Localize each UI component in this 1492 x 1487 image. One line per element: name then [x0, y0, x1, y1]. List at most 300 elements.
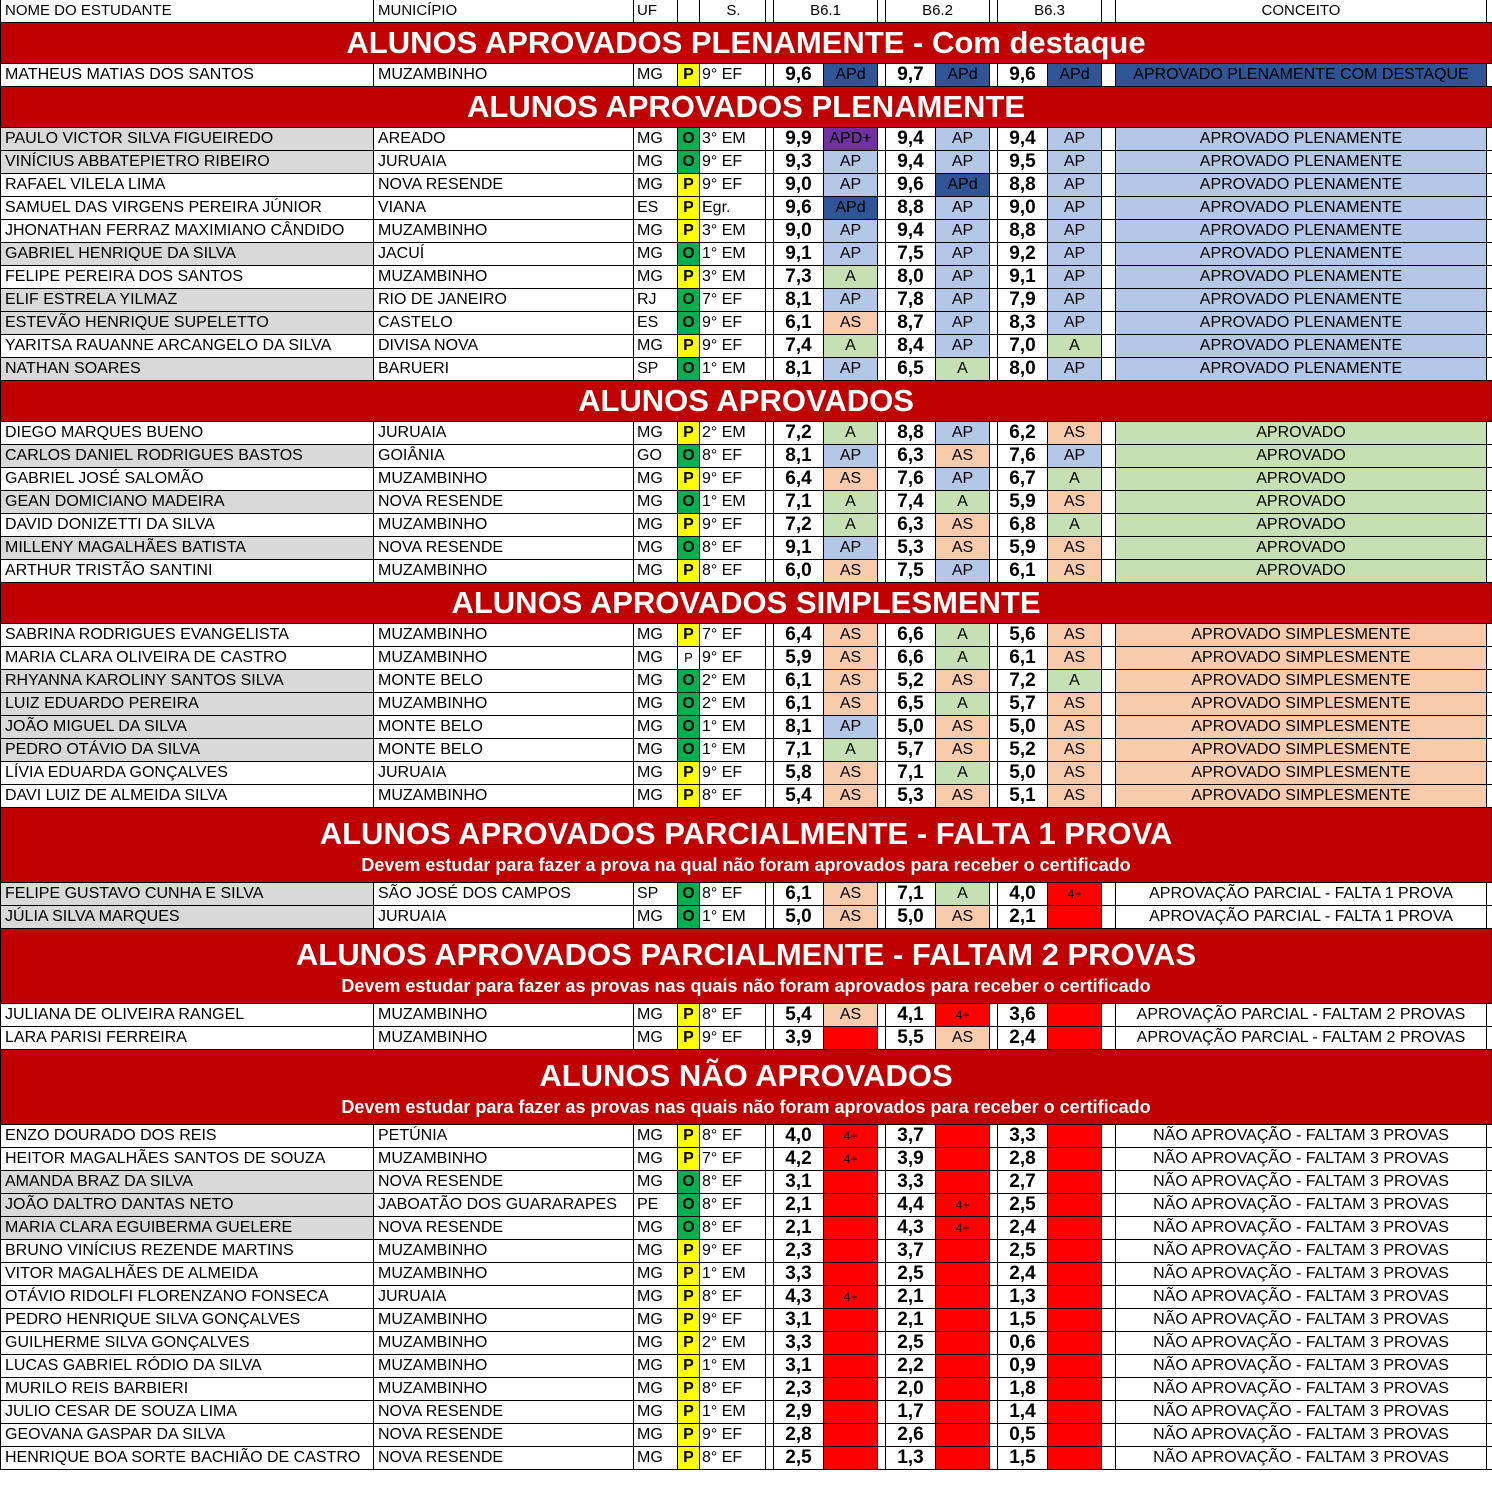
modality-badge: P: [678, 335, 700, 357]
spacer-cell: [1102, 128, 1116, 150]
level-b62: [936, 1286, 990, 1308]
score-b61: 6,0: [774, 560, 824, 582]
modality-badge: O: [678, 445, 700, 467]
uf: MG: [634, 785, 678, 807]
section-title: ALUNOS NÃO APROVADOS: [539, 1058, 953, 1093]
conceito-cell: NÃO APROVAÇÃO - FALTAM 3 PROVAS: [1116, 1309, 1487, 1331]
uf: MG: [634, 906, 678, 928]
modality-badge: P: [678, 1401, 700, 1423]
conceito-cell: APROVADO PLENAMENTE: [1116, 151, 1487, 173]
score-b62: 8,0: [886, 266, 936, 288]
level-b61: AS: [824, 647, 878, 669]
municipio: MUZAMBINHO: [374, 785, 634, 807]
student-name: SABRINA RODRIGUES EVANGELISTA: [0, 624, 374, 646]
section-header: [0, 381, 1492, 422]
score-b62: 6,6: [886, 624, 936, 646]
level-b61: AP: [824, 537, 878, 559]
table-row: [0, 266, 1492, 289]
level-b61: AS: [824, 468, 878, 490]
spacer-cell: [990, 739, 998, 761]
spacer-cell: [766, 1240, 774, 1262]
score-b61: 4,0: [774, 1125, 824, 1147]
uf: MG: [634, 64, 678, 86]
score-b63: 7,2: [998, 670, 1048, 692]
score-b61: 9,9: [774, 128, 824, 150]
spacer-cell: [990, 624, 998, 646]
table-row: [0, 785, 1492, 808]
student-name: LUCAS GABRIEL RÓDIO DA SILVA: [0, 1355, 374, 1377]
spacer-cell: [990, 1240, 998, 1262]
student-name: MILLENY MAGALHÃES BATISTA: [0, 537, 374, 559]
score-b61: 9,0: [774, 220, 824, 242]
score-b62: 7,1: [886, 762, 936, 784]
score-b63: 6,1: [998, 560, 1048, 582]
spacer-cell: [990, 514, 998, 536]
student-name: YARITSA RAUANNE ARCANGELO DA SILVA: [0, 335, 374, 357]
score-b62: 4,4: [886, 1194, 936, 1216]
municipio: JABOATÃO DOS GUARARAPES: [374, 1194, 634, 1216]
student-name: JÚLIA SILVA MARQUES: [0, 906, 374, 928]
spacer-cell: [766, 762, 774, 784]
level-b62: [936, 1401, 990, 1423]
table-row: [0, 1194, 1492, 1217]
spacer-cell: [1102, 514, 1116, 536]
table-row: [0, 243, 1492, 266]
level-b63: AP: [1048, 312, 1102, 334]
score-b63: 7,6: [998, 445, 1048, 467]
level-b62: [936, 1378, 990, 1400]
level-b61: [824, 1263, 878, 1285]
serie: 9° EF: [700, 64, 766, 86]
score-b63: 2,4: [998, 1027, 1048, 1049]
spacer-cell: [878, 243, 886, 265]
level-b62: AP: [936, 312, 990, 334]
level-b62: [936, 1424, 990, 1446]
score-b63: 9,0: [998, 197, 1048, 219]
spacer-cell: [1102, 312, 1116, 334]
score-b62: 5,0: [886, 906, 936, 928]
modality-badge: O: [678, 739, 700, 761]
level-b61: AS: [824, 883, 878, 905]
header-serie: S.: [700, 0, 766, 22]
score-b62: 8,8: [886, 422, 936, 444]
municipio: MUZAMBINHO: [374, 624, 634, 646]
municipio: JURUAIA: [374, 906, 634, 928]
spacer-cell: [990, 243, 998, 265]
level-b63: AP: [1048, 128, 1102, 150]
table-row: [0, 64, 1492, 87]
conceito-cell: NÃO APROVAÇÃO - FALTAM 3 PROVAS: [1116, 1148, 1487, 1170]
level-b62: [936, 1171, 990, 1193]
level-b63: AS: [1048, 624, 1102, 646]
level-b61: AS: [824, 762, 878, 784]
spacer-cell: [878, 1171, 886, 1193]
spacer-cell: [990, 1447, 998, 1469]
spacer-cell: [990, 1148, 998, 1170]
municipio: MUZAMBINHO: [374, 514, 634, 536]
municipio: NOVA RESENDE: [374, 1171, 634, 1193]
spacer-cell: [766, 1004, 774, 1026]
level-b62: APd: [936, 64, 990, 86]
level-b63: [1048, 1194, 1102, 1216]
score-b61: 5,4: [774, 1004, 824, 1026]
modality-badge: O: [678, 243, 700, 265]
student-name: JOÃO DALTRO DANTAS NETO: [0, 1194, 374, 1216]
table-row: [0, 1378, 1492, 1401]
score-b63: 6,8: [998, 514, 1048, 536]
spacer-cell: [990, 537, 998, 559]
score-b61: 3,3: [774, 1263, 824, 1285]
level-b61: AP: [824, 174, 878, 196]
score-b62: 6,3: [886, 445, 936, 467]
modality-badge: P: [678, 64, 700, 86]
spacer-cell: [766, 1171, 774, 1193]
uf: MG: [634, 1004, 678, 1026]
municipio: NOVA RESENDE: [374, 1447, 634, 1469]
uf: MG: [634, 647, 678, 669]
score-b63: 0,9: [998, 1355, 1048, 1377]
spacer-cell: [878, 197, 886, 219]
table-row: [0, 422, 1492, 445]
municipio: BARUERI: [374, 358, 634, 380]
level-b62: AS: [936, 445, 990, 467]
table-row: [0, 906, 1492, 929]
level-b62: AP: [936, 422, 990, 444]
level-b63: AP: [1048, 289, 1102, 311]
spacer-cell: [878, 560, 886, 582]
score-b63: 5,0: [998, 716, 1048, 738]
spacer-cell: [766, 1332, 774, 1354]
table-row: [0, 335, 1492, 358]
spacer-cell: [878, 1263, 886, 1285]
spacer-cell: [878, 1378, 886, 1400]
header-b63: B6.3: [998, 0, 1102, 22]
spacer-cell: [878, 151, 886, 173]
serie: 1° EM: [700, 1355, 766, 1377]
conceito-cell: APROVAÇÃO PARCIAL - FALTAM 2 PROVAS: [1116, 1027, 1487, 1049]
table-row: [0, 1309, 1492, 1332]
spacer-cell: [878, 624, 886, 646]
level-b62: A: [936, 762, 990, 784]
modality-badge: O: [678, 289, 700, 311]
spacer-cell: [1102, 1424, 1116, 1446]
serie: 8° EF: [700, 1004, 766, 1026]
spacer-cell: [766, 1309, 774, 1331]
uf: MG: [634, 670, 678, 692]
table-row: [0, 358, 1492, 381]
spacer-cell: [878, 693, 886, 715]
modality-badge: P: [678, 647, 700, 669]
score-b63: 6,1: [998, 647, 1048, 669]
student-name: AMANDA BRAZ DA SILVA: [0, 1171, 374, 1193]
score-b61: 7,1: [774, 491, 824, 513]
uf: SP: [634, 883, 678, 905]
serie: 8° EF: [700, 785, 766, 807]
score-b63: 5,9: [998, 491, 1048, 513]
table-row: [0, 1447, 1492, 1470]
conceito-cell: APROVAÇÃO PARCIAL - FALTAM 2 PROVAS: [1116, 1004, 1487, 1026]
level-b61: 4+: [824, 1286, 878, 1308]
spacer-cell: [766, 445, 774, 467]
score-b61: 7,2: [774, 514, 824, 536]
level-b61: 4+: [824, 1125, 878, 1147]
conceito-cell: APROVADO SIMPLESMENTE: [1116, 647, 1487, 669]
serie: 9° EF: [700, 151, 766, 173]
spacer-cell: [990, 716, 998, 738]
modality-badge: P: [678, 1309, 700, 1331]
municipio: AREADO: [374, 128, 634, 150]
conceito-cell: APROVADO PLENAMENTE: [1116, 243, 1487, 265]
municipio: MUZAMBINHO: [374, 560, 634, 582]
municipio: MUZAMBINHO: [374, 647, 634, 669]
municipio: MUZAMBINHO: [374, 1027, 634, 1049]
spacer-cell: [990, 693, 998, 715]
score-b61: 7,3: [774, 266, 824, 288]
level-b63: [1048, 1125, 1102, 1147]
score-b62: 6,5: [886, 693, 936, 715]
modality-badge: O: [678, 1171, 700, 1193]
uf: MG: [634, 1401, 678, 1423]
level-b62: [936, 1332, 990, 1354]
level-b61: 4+: [824, 1148, 878, 1170]
spacer-cell: [766, 906, 774, 928]
spacer-cell: [878, 739, 886, 761]
conceito-cell: NÃO APROVAÇÃO - FALTAM 3 PROVAS: [1116, 1378, 1487, 1400]
conceito-cell: APROVADO SIMPLESMENTE: [1116, 716, 1487, 738]
score-b63: 8,3: [998, 312, 1048, 334]
spacer-cell: [766, 1378, 774, 1400]
level-b61: AS: [824, 670, 878, 692]
spacer-cell: [990, 560, 998, 582]
serie: 8° EF: [700, 1447, 766, 1469]
municipio: PETÚNIA: [374, 1125, 634, 1147]
level-b61: [824, 1217, 878, 1239]
municipio: MUZAMBINHO: [374, 468, 634, 490]
table-row: [0, 1332, 1492, 1355]
table-row: [0, 1401, 1492, 1424]
level-b63: AP: [1048, 197, 1102, 219]
spacer-cell: [878, 1148, 886, 1170]
student-name: DAVID DONIZETTI DA SILVA: [0, 514, 374, 536]
serie: 9° EF: [700, 1027, 766, 1049]
spacer-cell: [766, 422, 774, 444]
serie: 8° EF: [700, 1286, 766, 1308]
serie: 9° EF: [700, 468, 766, 490]
spacer-cell: [766, 1194, 774, 1216]
spacer-cell: [990, 1004, 998, 1026]
score-b61: 6,4: [774, 624, 824, 646]
student-name: RHYANNA KAROLINY SANTOS SILVA: [0, 670, 374, 692]
serie: 1° EM: [700, 491, 766, 513]
spacer-cell: [766, 64, 774, 86]
table-row: [0, 514, 1492, 537]
municipio: JURUAIA: [374, 762, 634, 784]
conceito-cell: APROVADO: [1116, 514, 1487, 536]
serie: 8° EF: [700, 883, 766, 905]
uf: MG: [634, 762, 678, 784]
municipio: RIO DE JANEIRO: [374, 289, 634, 311]
conceito-cell: APROVADO SIMPLESMENTE: [1116, 670, 1487, 692]
spacer-cell: [990, 468, 998, 490]
spacer-cell: [1102, 197, 1116, 219]
score-b61: 6,1: [774, 670, 824, 692]
student-name: JHONATHAN FERRAZ MAXIMIANO CÂNDIDO: [0, 220, 374, 242]
level-b62: [936, 1240, 990, 1262]
spacer-cell: [766, 785, 774, 807]
spacer-cell: [766, 220, 774, 242]
spacer-cell: [766, 624, 774, 646]
serie: Egr.: [700, 197, 766, 219]
student-name: VITOR MAGALHÃES DE ALMEIDA: [0, 1263, 374, 1285]
score-b61: 7,2: [774, 422, 824, 444]
level-b61: [824, 1171, 878, 1193]
spacer-cell: [766, 243, 774, 265]
score-b62: 7,4: [886, 491, 936, 513]
table-row: [0, 128, 1492, 151]
student-name: JULIANA DE OLIVEIRA RANGEL: [0, 1004, 374, 1026]
modality-badge: O: [678, 151, 700, 173]
score-b63: 8,0: [998, 358, 1048, 380]
spacer-cell: [1102, 243, 1116, 265]
spacer-cell: [1102, 1355, 1116, 1377]
score-b62: 9,4: [886, 151, 936, 173]
score-b63: 3,6: [998, 1004, 1048, 1026]
score-b62: 7,8: [886, 289, 936, 311]
spacer-cell: [878, 716, 886, 738]
table-row: [0, 491, 1492, 514]
score-b61: 6,4: [774, 468, 824, 490]
level-b61: A: [824, 514, 878, 536]
score-b61: 2,5: [774, 1447, 824, 1469]
score-b63: 5,7: [998, 693, 1048, 715]
spacer-cell: [766, 1125, 774, 1147]
student-name: SAMUEL DAS VIRGENS PEREIRA JÚNIOR: [0, 197, 374, 219]
level-b63: [1048, 1447, 1102, 1469]
spacer-cell: [766, 289, 774, 311]
serie: 8° EF: [700, 445, 766, 467]
table-row: [0, 537, 1492, 560]
spacer-cell: [1102, 624, 1116, 646]
table-row: [0, 560, 1492, 583]
municipio: CASTELO: [374, 312, 634, 334]
conceito-cell: APROVADO SIMPLESMENTE: [1116, 624, 1487, 646]
municipio: MUZAMBINHO: [374, 1240, 634, 1262]
score-b62: 2,5: [886, 1332, 936, 1354]
spacer-cell: [1102, 468, 1116, 490]
spacer-cell: [1102, 1125, 1116, 1147]
level-b61: AS: [824, 624, 878, 646]
student-name: MARIA CLARA OLIVEIRA DE CASTRO: [0, 647, 374, 669]
level-b63: A: [1048, 514, 1102, 536]
serie: 7° EF: [700, 624, 766, 646]
score-b62: 2,1: [886, 1309, 936, 1331]
municipio: MUZAMBINHO: [374, 220, 634, 242]
student-name: MATHEUS MATIAS DOS SANTOS: [0, 64, 374, 86]
conceito-cell: APROVADO: [1116, 468, 1487, 490]
level-b62: 4+: [936, 1217, 990, 1239]
score-b61: 6,1: [774, 693, 824, 715]
score-b63: 3,3: [998, 1125, 1048, 1147]
modality-badge: P: [678, 220, 700, 242]
level-b61: AP: [824, 716, 878, 738]
score-b63: 2,4: [998, 1263, 1048, 1285]
uf: MG: [634, 243, 678, 265]
student-name: FELIPE GUSTAVO CUNHA E SILVA: [0, 883, 374, 905]
spacer-cell: [766, 128, 774, 150]
municipio: MUZAMBINHO: [374, 1378, 634, 1400]
conceito-cell: NÃO APROVAÇÃO - FALTAM 3 PROVAS: [1116, 1125, 1487, 1147]
score-b61: 2,3: [774, 1378, 824, 1400]
spacer-cell: [766, 647, 774, 669]
uf: MG: [634, 151, 678, 173]
modality-badge: P: [678, 1424, 700, 1446]
municipio: NOVA RESENDE: [374, 491, 634, 513]
level-b61: A: [824, 491, 878, 513]
conceito-cell: NÃO APROVAÇÃO - FALTAM 3 PROVAS: [1116, 1217, 1487, 1239]
student-name: GABRIEL JOSÉ SALOMÃO: [0, 468, 374, 490]
spacer-cell: [1102, 289, 1116, 311]
modality-badge: O: [678, 670, 700, 692]
level-b62: AP: [936, 289, 990, 311]
uf: ES: [634, 312, 678, 334]
student-name: HENRIQUE BOA SORTE BACHIÃO DE CASTRO: [0, 1447, 374, 1469]
score-b62: 5,2: [886, 670, 936, 692]
spacer-cell: [990, 1332, 998, 1354]
student-name: RAFAEL VILELA LIMA: [0, 174, 374, 196]
header-b61: B6.1: [774, 0, 878, 22]
uf: MG: [634, 739, 678, 761]
level-b62: [936, 1263, 990, 1285]
section-title: ALUNOS APROVADOS SIMPLESMENTE: [451, 585, 1041, 620]
score-b61: 5,4: [774, 785, 824, 807]
spacer-cell: [878, 906, 886, 928]
level-b61: APd: [824, 64, 878, 86]
modality-badge: P: [678, 1355, 700, 1377]
conceito-cell: APROVAÇÃO PARCIAL - FALTA 1 PROVA: [1116, 906, 1487, 928]
score-b63: 6,2: [998, 422, 1048, 444]
level-b61: [824, 1194, 878, 1216]
modality-badge: P: [678, 624, 700, 646]
level-b63: AS: [1048, 762, 1102, 784]
level-b61: APd: [824, 197, 878, 219]
table-row: [0, 312, 1492, 335]
municipio: VIANA: [374, 197, 634, 219]
level-b62: A: [936, 358, 990, 380]
level-b62: AS: [936, 1027, 990, 1049]
level-b62: A: [936, 624, 990, 646]
level-b62: [936, 1148, 990, 1170]
spacer-cell: [766, 312, 774, 334]
spacer-cell: [990, 906, 998, 928]
level-b62: AP: [936, 243, 990, 265]
score-b62: 7,1: [886, 883, 936, 905]
level-b61: [824, 1401, 878, 1423]
serie: 9° EF: [700, 312, 766, 334]
serie: 1° EM: [700, 716, 766, 738]
modality-badge: P: [678, 468, 700, 490]
level-b61: AP: [824, 445, 878, 467]
spacer-cell: [1102, 762, 1116, 784]
uf: MG: [634, 1263, 678, 1285]
spacer-cell: [766, 1027, 774, 1049]
table-row: [0, 739, 1492, 762]
score-b61: 7,1: [774, 739, 824, 761]
student-name: MARIA CLARA EGUIBERMA GUELERE: [0, 1217, 374, 1239]
header-uf: UF: [634, 0, 678, 22]
modality-badge: P: [678, 1286, 700, 1308]
level-b63: [1048, 1004, 1102, 1026]
level-b61: [824, 1027, 878, 1049]
